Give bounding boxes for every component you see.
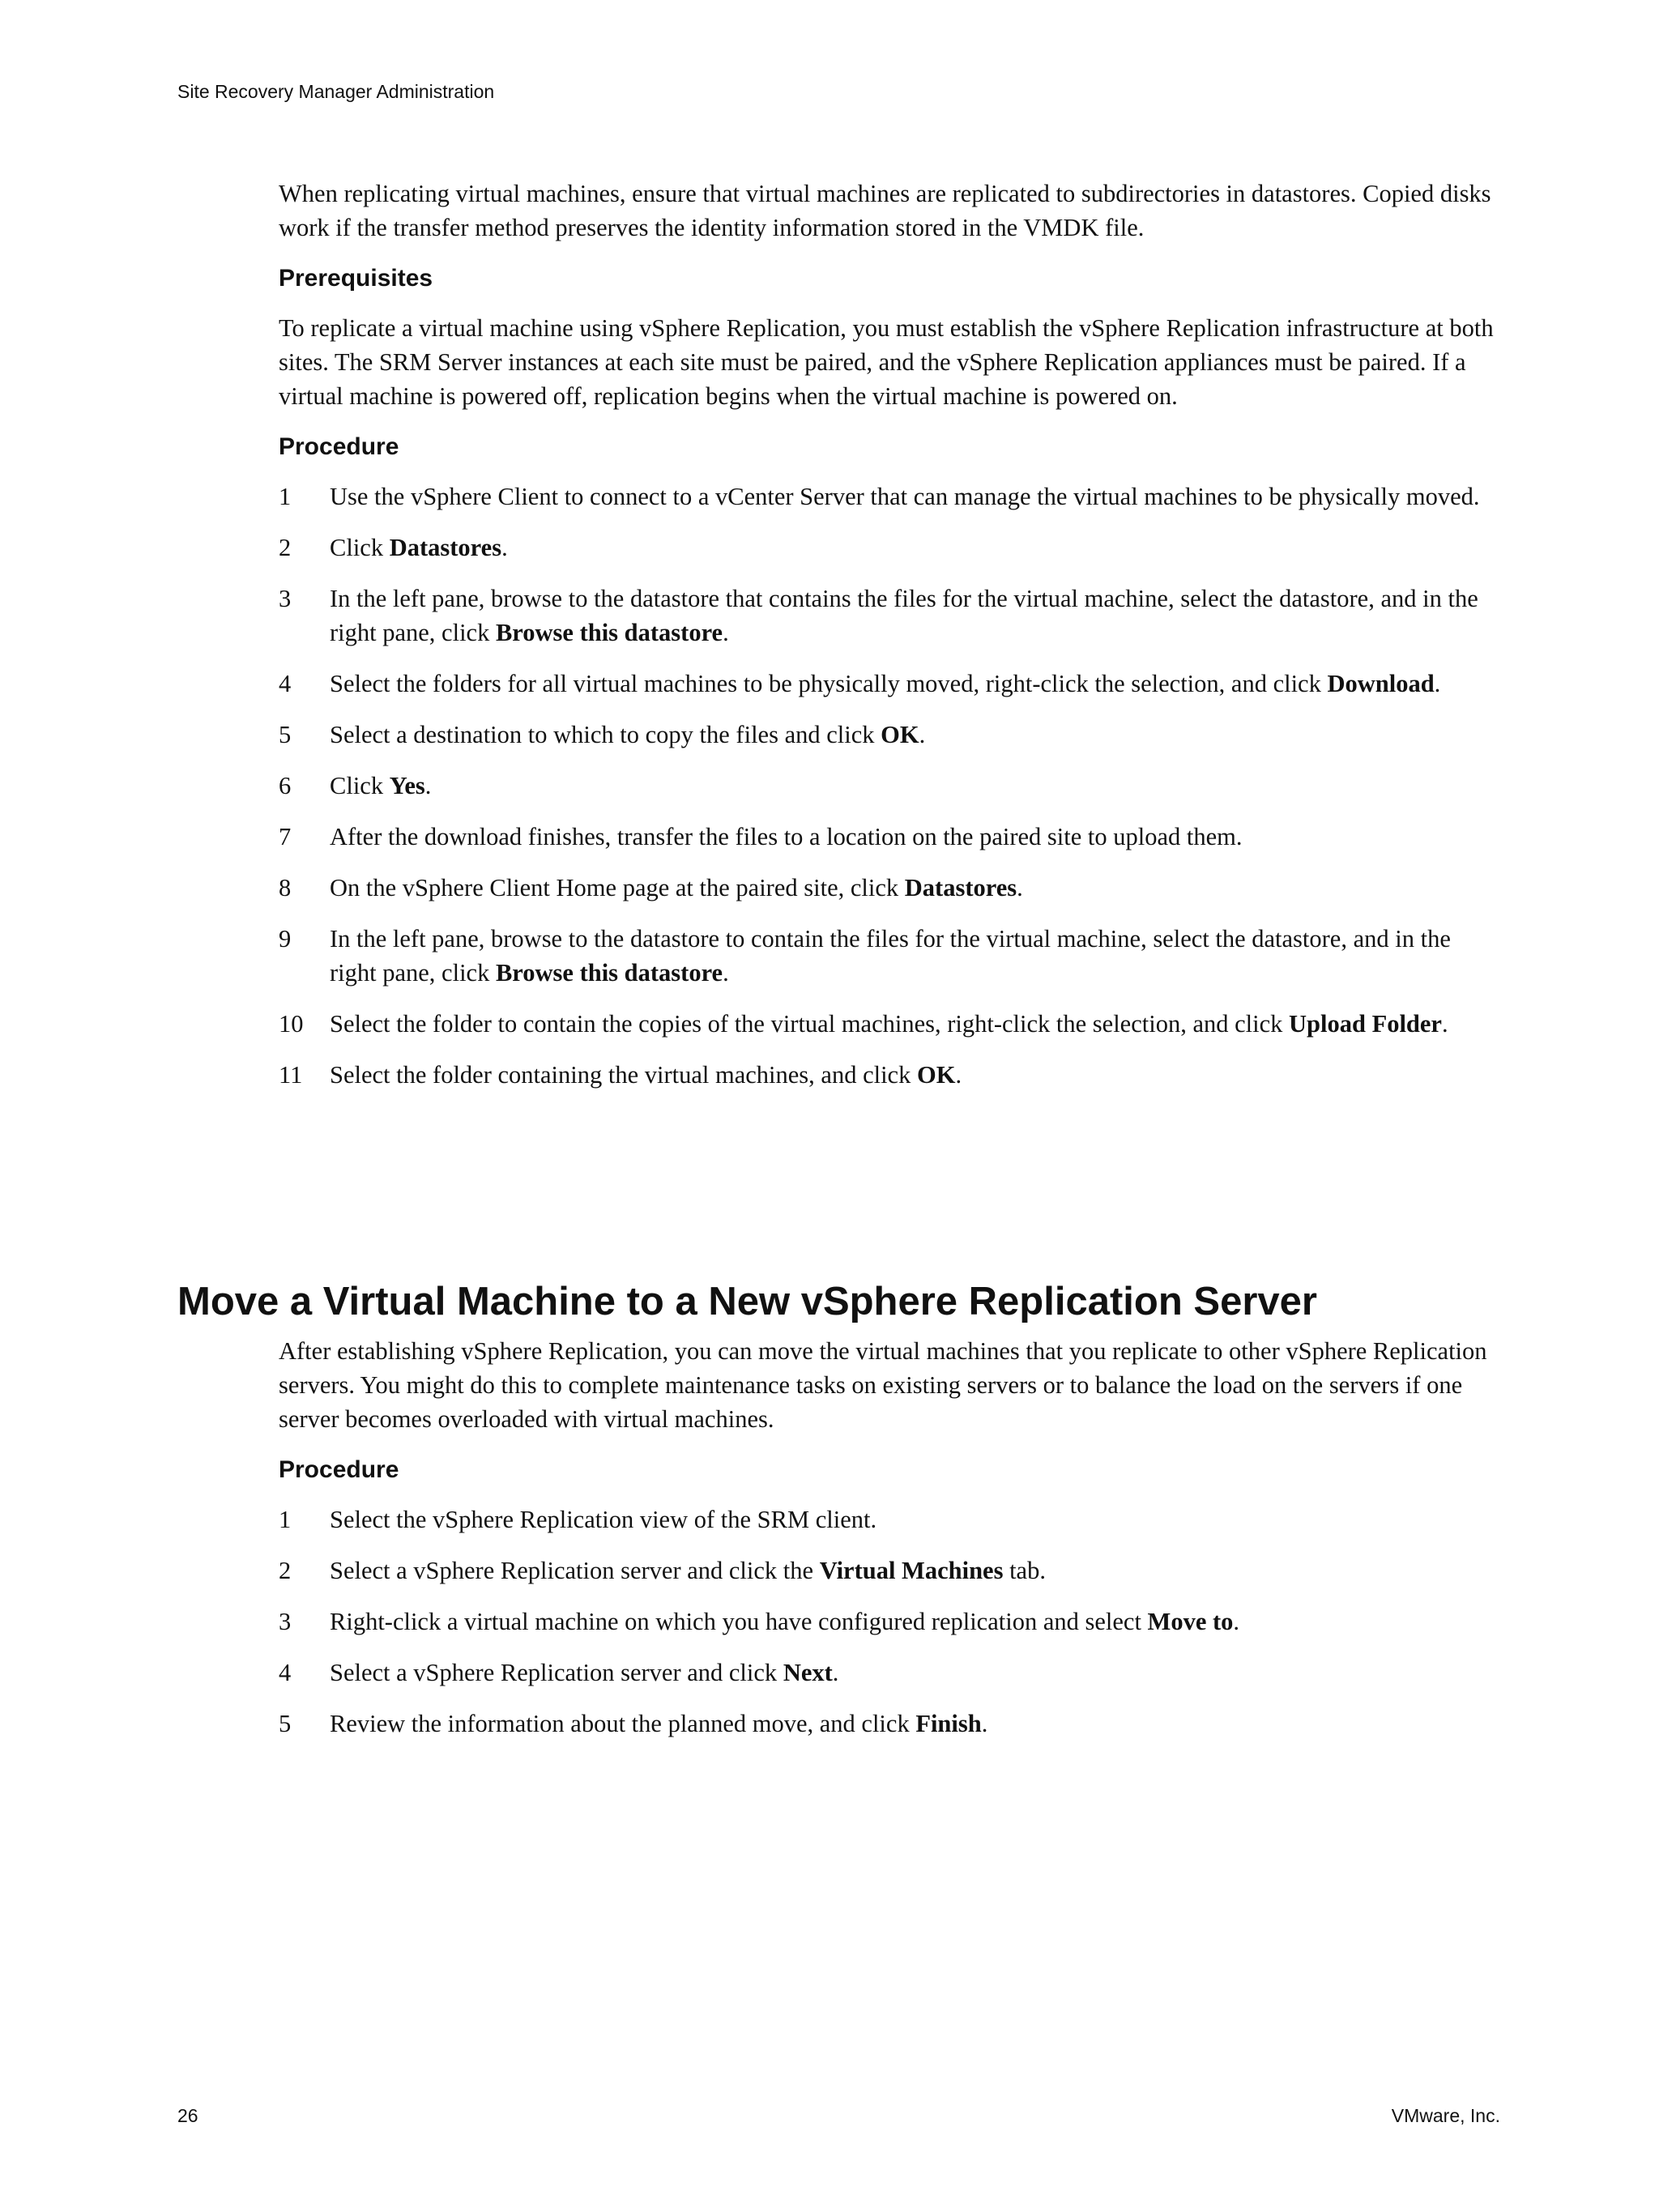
procedure-step	[279, 479, 1502, 514]
procedure-step	[279, 1554, 1502, 1588]
step-text-plain: Select the folder containing the virtual machines, and click	[330, 1061, 917, 1089]
step-text-bold: OK	[916, 1061, 956, 1089]
step-text-plain: Select the folder to contain the copies of the virtual machines, right-click the selection, and click	[330, 1010, 1290, 1038]
step-text-plain: Select a destination to which to copy the files and click	[330, 721, 881, 748]
page-number: 26	[177, 2105, 198, 2126]
step-text-bold: Browse this datastore	[495, 619, 723, 646]
step-text-end: .	[501, 534, 508, 561]
step-text-bold: Virtual Machines	[819, 1557, 1004, 1584]
procedure-step	[279, 1058, 1502, 1092]
step-text-plain: Select the folders for all virtual machines to be physically moved, right-click the selection, and click	[330, 670, 1328, 697]
step-text-plain: Review the information about the planned move, and click	[330, 1710, 916, 1737]
step-text-end: .	[424, 772, 432, 799]
procedure-step	[279, 1502, 1502, 1536]
step-number: 1	[279, 1506, 292, 1533]
step-text-end: .	[1441, 1010, 1448, 1038]
prerequisites-paragraph: To replicate a virtual machine using vSphere Replication, you must establish the vSphere Replication infrastructure at both sites. The SRM Server instances at each site must be paired, and the vSphere Replication appliances must be paired. If a virtual machine is powered off, replication begins when the virtual machine is powered on.	[279, 314, 1494, 410]
step-text-end: .	[981, 1710, 988, 1737]
step-text-bold: Move to	[1147, 1608, 1234, 1635]
step-text-bold: Next	[783, 1659, 833, 1686]
procedure-step	[279, 531, 1502, 565]
step-text-plain: Use the vSphere Client to connect to a vCenter Server that can manage the virtual machines to be physically moved.	[330, 483, 1480, 510]
step-number: 9	[279, 925, 292, 953]
procedure-step	[279, 922, 1502, 990]
procedure-step	[279, 718, 1502, 752]
step-text-plain: Select the vSphere Replication view of the SRM client.	[330, 1506, 877, 1533]
step-text	[330, 1707, 1502, 1741]
step-number: 4	[279, 670, 292, 697]
step-number: 7	[279, 823, 292, 850]
step-number: 11	[279, 1061, 303, 1089]
procedure-step	[279, 667, 1502, 701]
section-content	[279, 1334, 1502, 1758]
section-paragraph: After establishing vSphere Replication, you can move the virtual machines that you replicate to other vSphere Replication servers. You might do this to complete maintenance tasks on existing servers or to balance the load on the servers if one server becomes overloaded with virtual machines.	[279, 1337, 1487, 1433]
step-number: 4	[279, 1659, 292, 1686]
step-text-bold: OK	[881, 721, 919, 748]
step-number: 2	[279, 1557, 292, 1584]
step-text-bold: Browse this datastore	[495, 959, 723, 987]
prerequisites-heading: Prerequisites	[279, 265, 433, 292]
step-text-plain: Right-click a virtual machine on which you have configured replication and select	[330, 1608, 1148, 1635]
step-text-end: .	[1017, 874, 1023, 901]
step-text-end: .	[723, 619, 729, 646]
step-text	[330, 922, 1502, 990]
step-text-plain: Select a vSphere Replication server and click	[330, 1659, 783, 1686]
step-number: 10	[279, 1010, 304, 1038]
main-content	[279, 177, 1502, 1110]
step-text-plain: Click	[330, 534, 390, 561]
step-text-end: .	[955, 1061, 962, 1089]
procedure-heading: Procedure	[279, 433, 399, 460]
procedure-step	[279, 1707, 1502, 1741]
step-text-plain: In the left pane, browse to the datastore to contain the files for the virtual machine, select the datastore, and in the right pane, click	[330, 925, 1451, 987]
step-number: 3	[279, 585, 292, 612]
step-text	[330, 718, 1502, 752]
step-text-end: .	[919, 721, 926, 748]
step-number: 6	[279, 772, 292, 799]
step-text	[330, 479, 1502, 514]
step-text-bold: Finish	[915, 1710, 982, 1737]
step-number: 5	[279, 1710, 292, 1737]
step-number: 3	[279, 1608, 292, 1635]
step-text-plain: In the left pane, browse to the datastore that contains the files for the virtual machine, select the datastore, and in the right pane, click	[330, 585, 1478, 646]
step-text-plain: Click	[330, 772, 390, 799]
procedure-step	[279, 820, 1502, 854]
step-text-plain: On the vSphere Client Home page at the paired site, click	[330, 874, 905, 901]
section-procedure-steps	[279, 1502, 1502, 1741]
running-header: Site Recovery Manager Administration	[177, 81, 495, 102]
step-text-bold: Download	[1327, 670, 1435, 697]
step-text	[330, 667, 1502, 701]
step-text	[330, 1605, 1502, 1639]
step-text-bold: Upload Folder	[1289, 1010, 1442, 1038]
step-text-end: .	[723, 959, 729, 987]
step-text-end: .	[832, 1659, 839, 1686]
procedure-step	[279, 871, 1502, 905]
step-text-plain: Select a vSphere Replication server and click the	[330, 1557, 820, 1584]
step-text	[330, 1058, 1502, 1092]
step-text-end: tab.	[1003, 1557, 1046, 1584]
intro-paragraph: When replicating virtual machines, ensure that virtual machines are replicated to subdirectories in datastores. Copied disks work if the transfer method preserves the identity information stored in the VMDK file.	[279, 180, 1491, 241]
procedure-step	[279, 769, 1502, 803]
step-text-bold: Yes	[389, 772, 425, 799]
step-text	[330, 531, 1502, 565]
step-text	[330, 1554, 1502, 1588]
step-text-end: .	[1434, 670, 1441, 697]
step-number: 8	[279, 874, 292, 901]
step-text	[330, 820, 1502, 854]
step-text	[330, 1007, 1502, 1041]
step-text-bold: Datastores	[389, 534, 502, 561]
step-text	[330, 871, 1502, 905]
footer-company: VMware, Inc.	[1391, 2105, 1500, 2126]
step-text-end: .	[1233, 1608, 1240, 1635]
step-number: 2	[279, 534, 292, 561]
procedure-step	[279, 1605, 1502, 1639]
step-text	[330, 1502, 1502, 1536]
step-text	[330, 769, 1502, 803]
procedure-steps	[279, 479, 1502, 1092]
step-text	[330, 1656, 1502, 1690]
step-number: 5	[279, 721, 292, 748]
procedure-step	[279, 1656, 1502, 1690]
step-text-plain: After the download finishes, transfer the files to a location on the paired site to upload them.	[330, 823, 1243, 850]
section-procedure-heading: Procedure	[279, 1456, 399, 1483]
procedure-step	[279, 582, 1502, 650]
step-text-bold: Datastores	[904, 874, 1017, 901]
step-text	[330, 582, 1502, 650]
procedure-step	[279, 1007, 1502, 1041]
section-title: Move a Virtual Machine to a New vSphere Replication Server	[177, 1280, 1317, 1323]
step-number: 1	[279, 483, 292, 510]
